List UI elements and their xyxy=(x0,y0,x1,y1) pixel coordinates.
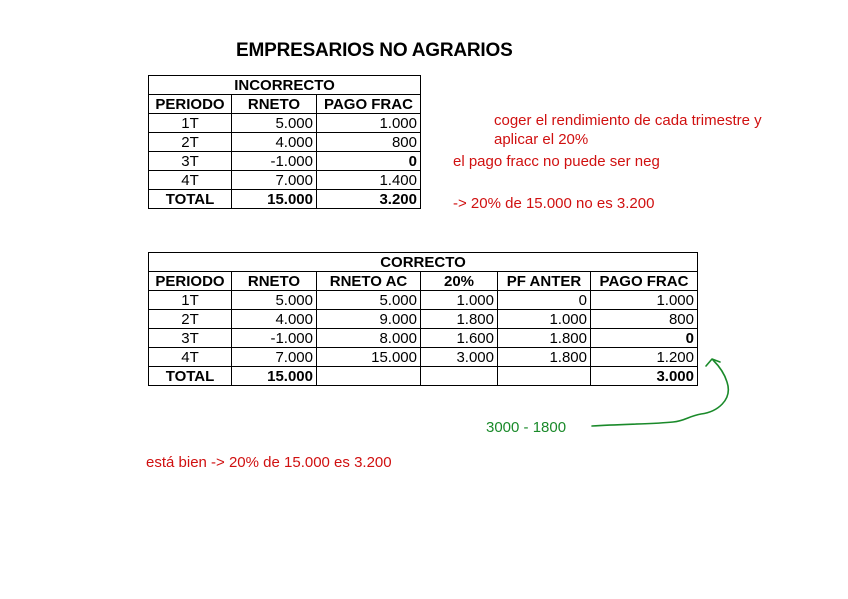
table-cell: TOTAL xyxy=(149,190,232,209)
table-row xyxy=(149,329,698,348)
table-cell: 2T xyxy=(149,310,232,329)
column-header: PERIODO xyxy=(149,272,232,291)
table-cell: 5.000 xyxy=(232,291,317,310)
table-cell: 15.000 xyxy=(232,190,317,209)
table-cell: 3.000 xyxy=(591,367,698,386)
table-row xyxy=(149,152,421,171)
table-cell: 7.000 xyxy=(232,171,317,190)
column-header: RNETO xyxy=(232,272,317,291)
table-cell: 3.000 xyxy=(421,348,498,367)
table-header-row xyxy=(149,272,698,291)
table-cell: 0 xyxy=(498,291,591,310)
column-header: PAGO FRAC xyxy=(317,95,421,114)
annotation-note: 3000 - 1800 xyxy=(486,419,567,436)
table-cell xyxy=(317,367,421,386)
table-row xyxy=(149,133,421,152)
table-cell: 1.000 xyxy=(591,291,698,310)
table-total-row xyxy=(149,190,421,209)
page-title: EMPRESARIOS NO AGRARIOS xyxy=(236,40,513,61)
table-cell: 1.800 xyxy=(498,348,591,367)
column-header: 20% xyxy=(421,272,498,291)
table-cell: 8.000 xyxy=(317,329,421,348)
table-cell: 15.000 xyxy=(232,367,317,386)
table-cell: 7.000 xyxy=(232,348,317,367)
table-cell: 4.000 xyxy=(232,133,317,152)
column-header: PERIODO xyxy=(149,95,232,114)
table-cell: 1.000 xyxy=(317,114,421,133)
table-cell: 15.000 xyxy=(317,348,421,367)
annotation-line: aplicar el 20% xyxy=(494,131,589,148)
table-row xyxy=(149,310,698,329)
annotation-line: coger el rendimiento de cada trimestre y xyxy=(494,112,762,129)
column-header: PAGO FRAC xyxy=(591,272,698,291)
column-header: RNETO xyxy=(232,95,317,114)
table-cell: 800 xyxy=(317,133,421,152)
table-cell: 3T xyxy=(149,152,232,171)
table-cell: 9.000 xyxy=(317,310,421,329)
annotation-note: -> 20% de 15.000 no es 3.200 xyxy=(453,195,655,212)
annotation-note: está bien -> 20% de 15.000 es 3.200 xyxy=(146,454,392,471)
table-caption-row xyxy=(149,76,421,95)
table-cell: -1.000 xyxy=(232,152,317,171)
table-cell: -1.000 xyxy=(232,329,317,348)
table-cell: 1.800 xyxy=(498,329,591,348)
table-cell: 1.600 xyxy=(421,329,498,348)
table-caption-row xyxy=(149,253,698,272)
table-cell: 3.200 xyxy=(317,190,421,209)
table-row xyxy=(149,114,421,133)
table-cell: 1.000 xyxy=(421,291,498,310)
table-cell: 4T xyxy=(149,348,232,367)
table-cell: 5.000 xyxy=(232,114,317,133)
table-cell: 2T xyxy=(149,133,232,152)
hand-drawn-arrow-icon xyxy=(585,350,735,435)
annotation-note xyxy=(494,111,762,149)
table-caption: CORRECTO xyxy=(149,253,698,272)
incorrect-table xyxy=(148,75,421,209)
table-cell: TOTAL xyxy=(149,367,232,386)
table-cell: 1.000 xyxy=(498,310,591,329)
table-cell: 0 xyxy=(317,152,421,171)
table-cell: 4.000 xyxy=(232,310,317,329)
table-row xyxy=(149,171,421,190)
annotation-note: el pago fracc no puede ser neg xyxy=(453,153,660,170)
table-cell: 5.000 xyxy=(317,291,421,310)
table-cell xyxy=(421,367,498,386)
table-cell: 800 xyxy=(591,310,698,329)
column-header: RNETO AC xyxy=(317,272,421,291)
table-cell: 1T xyxy=(149,114,232,133)
table-header-row xyxy=(149,95,421,114)
table-cell: 0 xyxy=(591,329,698,348)
table-cell: 1.400 xyxy=(317,171,421,190)
table-cell: 1.800 xyxy=(421,310,498,329)
column-header: PF ANTER xyxy=(498,272,591,291)
table-cell: 1T xyxy=(149,291,232,310)
table-cell xyxy=(498,367,591,386)
table-cell: 4T xyxy=(149,171,232,190)
table-row xyxy=(149,291,698,310)
table-caption: INCORRECTO xyxy=(149,76,421,95)
table-cell: 3T xyxy=(149,329,232,348)
table-cell: 1.200 xyxy=(591,348,698,367)
